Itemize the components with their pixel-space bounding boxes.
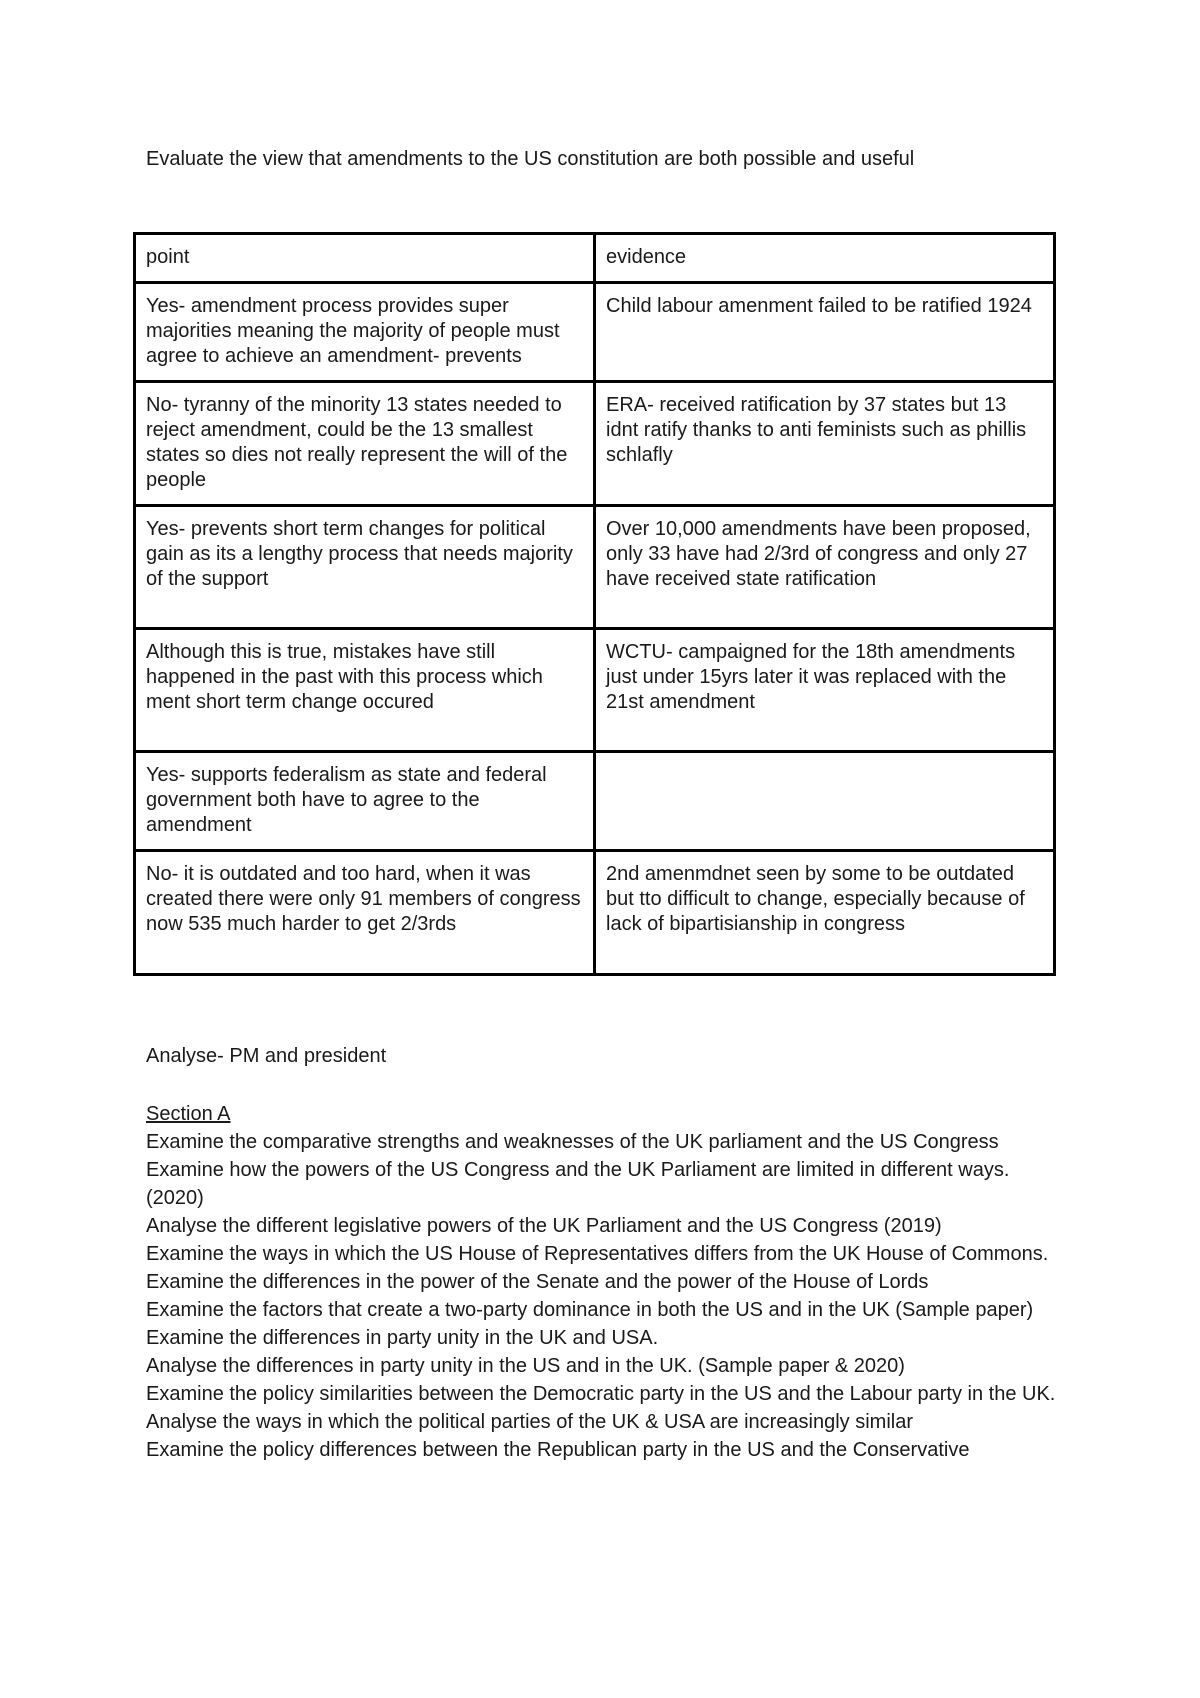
section-a	[146, 1100, 1066, 1464]
table-cell-point: No- it is outdated and too hard, when it was created there were only 91 members of congress now 535 much harder to get 2/3rds	[135, 851, 595, 975]
table-cell-point: No- tyranny of the minority 13 states needed to reject amendment, could be the 13 smallest states so dies not really represent the will of the people	[135, 382, 595, 506]
page-title: Evaluate the view that amendments to the US constitution are both possible and useful	[146, 148, 915, 170]
question-item: Examine the factors that create a two-party dominance in both the US and in the UK (Sample paper)	[146, 1299, 1034, 1321]
table-cell-evidence: WCTU- campaigned for the 18th amendments just under 15yrs later it was replaced with the 21st amendment	[595, 629, 1055, 752]
table-cell-point: Yes- prevents short term changes for political gain as its a lengthy process that needs majority of the support	[135, 506, 595, 629]
table-cell-evidence: ERA- received ratification by 37 states but 13 idnt ratify thanks to anti feminists such as phillis schlafly	[595, 382, 1055, 506]
table-row	[135, 851, 1055, 975]
table-row	[135, 382, 1055, 506]
table-header-evidence: evidence	[595, 234, 1055, 283]
question-item: Analyse the ways in which the political parties of the UK & USA are increasingly similar	[146, 1411, 914, 1433]
table-cell-evidence: 2nd amenmdnet seen by some to be outdated but tto difficult to change, especially because of lack of bipartisianship in congress	[595, 851, 1055, 975]
table-cell-evidence: Over 10,000 amendments have been proposed, only 33 have had 2/3rd of congress and only 27 have received state ratification	[595, 506, 1055, 629]
question-item: Examine how the powers of the US Congress and the UK Parliament are limited in different ways. (2020)	[146, 1159, 1010, 1209]
table-cell-point: Yes- supports federalism as state and federal government both have to agree to the amendment	[135, 752, 595, 851]
analyse-heading: Analyse- PM and president	[146, 1045, 387, 1067]
point-evidence-table	[133, 232, 1056, 976]
table-row	[135, 506, 1055, 629]
table-cell-evidence: Child labour amenment failed to be ratified 1924	[595, 283, 1055, 382]
section-a-heading: Section A	[146, 1103, 231, 1125]
table-row	[135, 752, 1055, 851]
question-item: Examine the policy similarities between the Democratic party in the US and the Labour party in the UK.	[146, 1383, 1056, 1405]
table-header-row	[135, 234, 1055, 283]
table-cell-point: Yes- amendment process provides super majorities meaning the majority of people must agree to achieve an amendment- prevents	[135, 283, 595, 382]
table-header-point: point	[135, 234, 595, 283]
question-item: Examine the comparative strengths and weaknesses of the UK parliament and the US Congress	[146, 1131, 999, 1153]
table-cell-point: Although this is true, mistakes have still happened in the past with this process which ment short term change occured	[135, 629, 595, 752]
question-item: Analyse the differences in party unity in the US and in the UK. (Sample paper & 2020)	[146, 1355, 905, 1377]
table-cell-evidence	[595, 752, 1055, 851]
question-item: Examine the differences in party unity in the UK and USA.	[146, 1327, 659, 1349]
question-item: Analyse the different legislative powers of the UK Parliament and the US Congress (2019)	[146, 1215, 942, 1237]
question-item: Examine the differences in the power of the Senate and the power of the House of Lords	[146, 1271, 929, 1293]
question-item: Examine the policy differences between the Republican party in the US and the Conservative	[146, 1439, 970, 1461]
question-item: Examine the ways in which the US House of Representatives differs from the UK House of Commons.	[146, 1243, 1049, 1265]
table-row	[135, 283, 1055, 382]
table-row	[135, 629, 1055, 752]
